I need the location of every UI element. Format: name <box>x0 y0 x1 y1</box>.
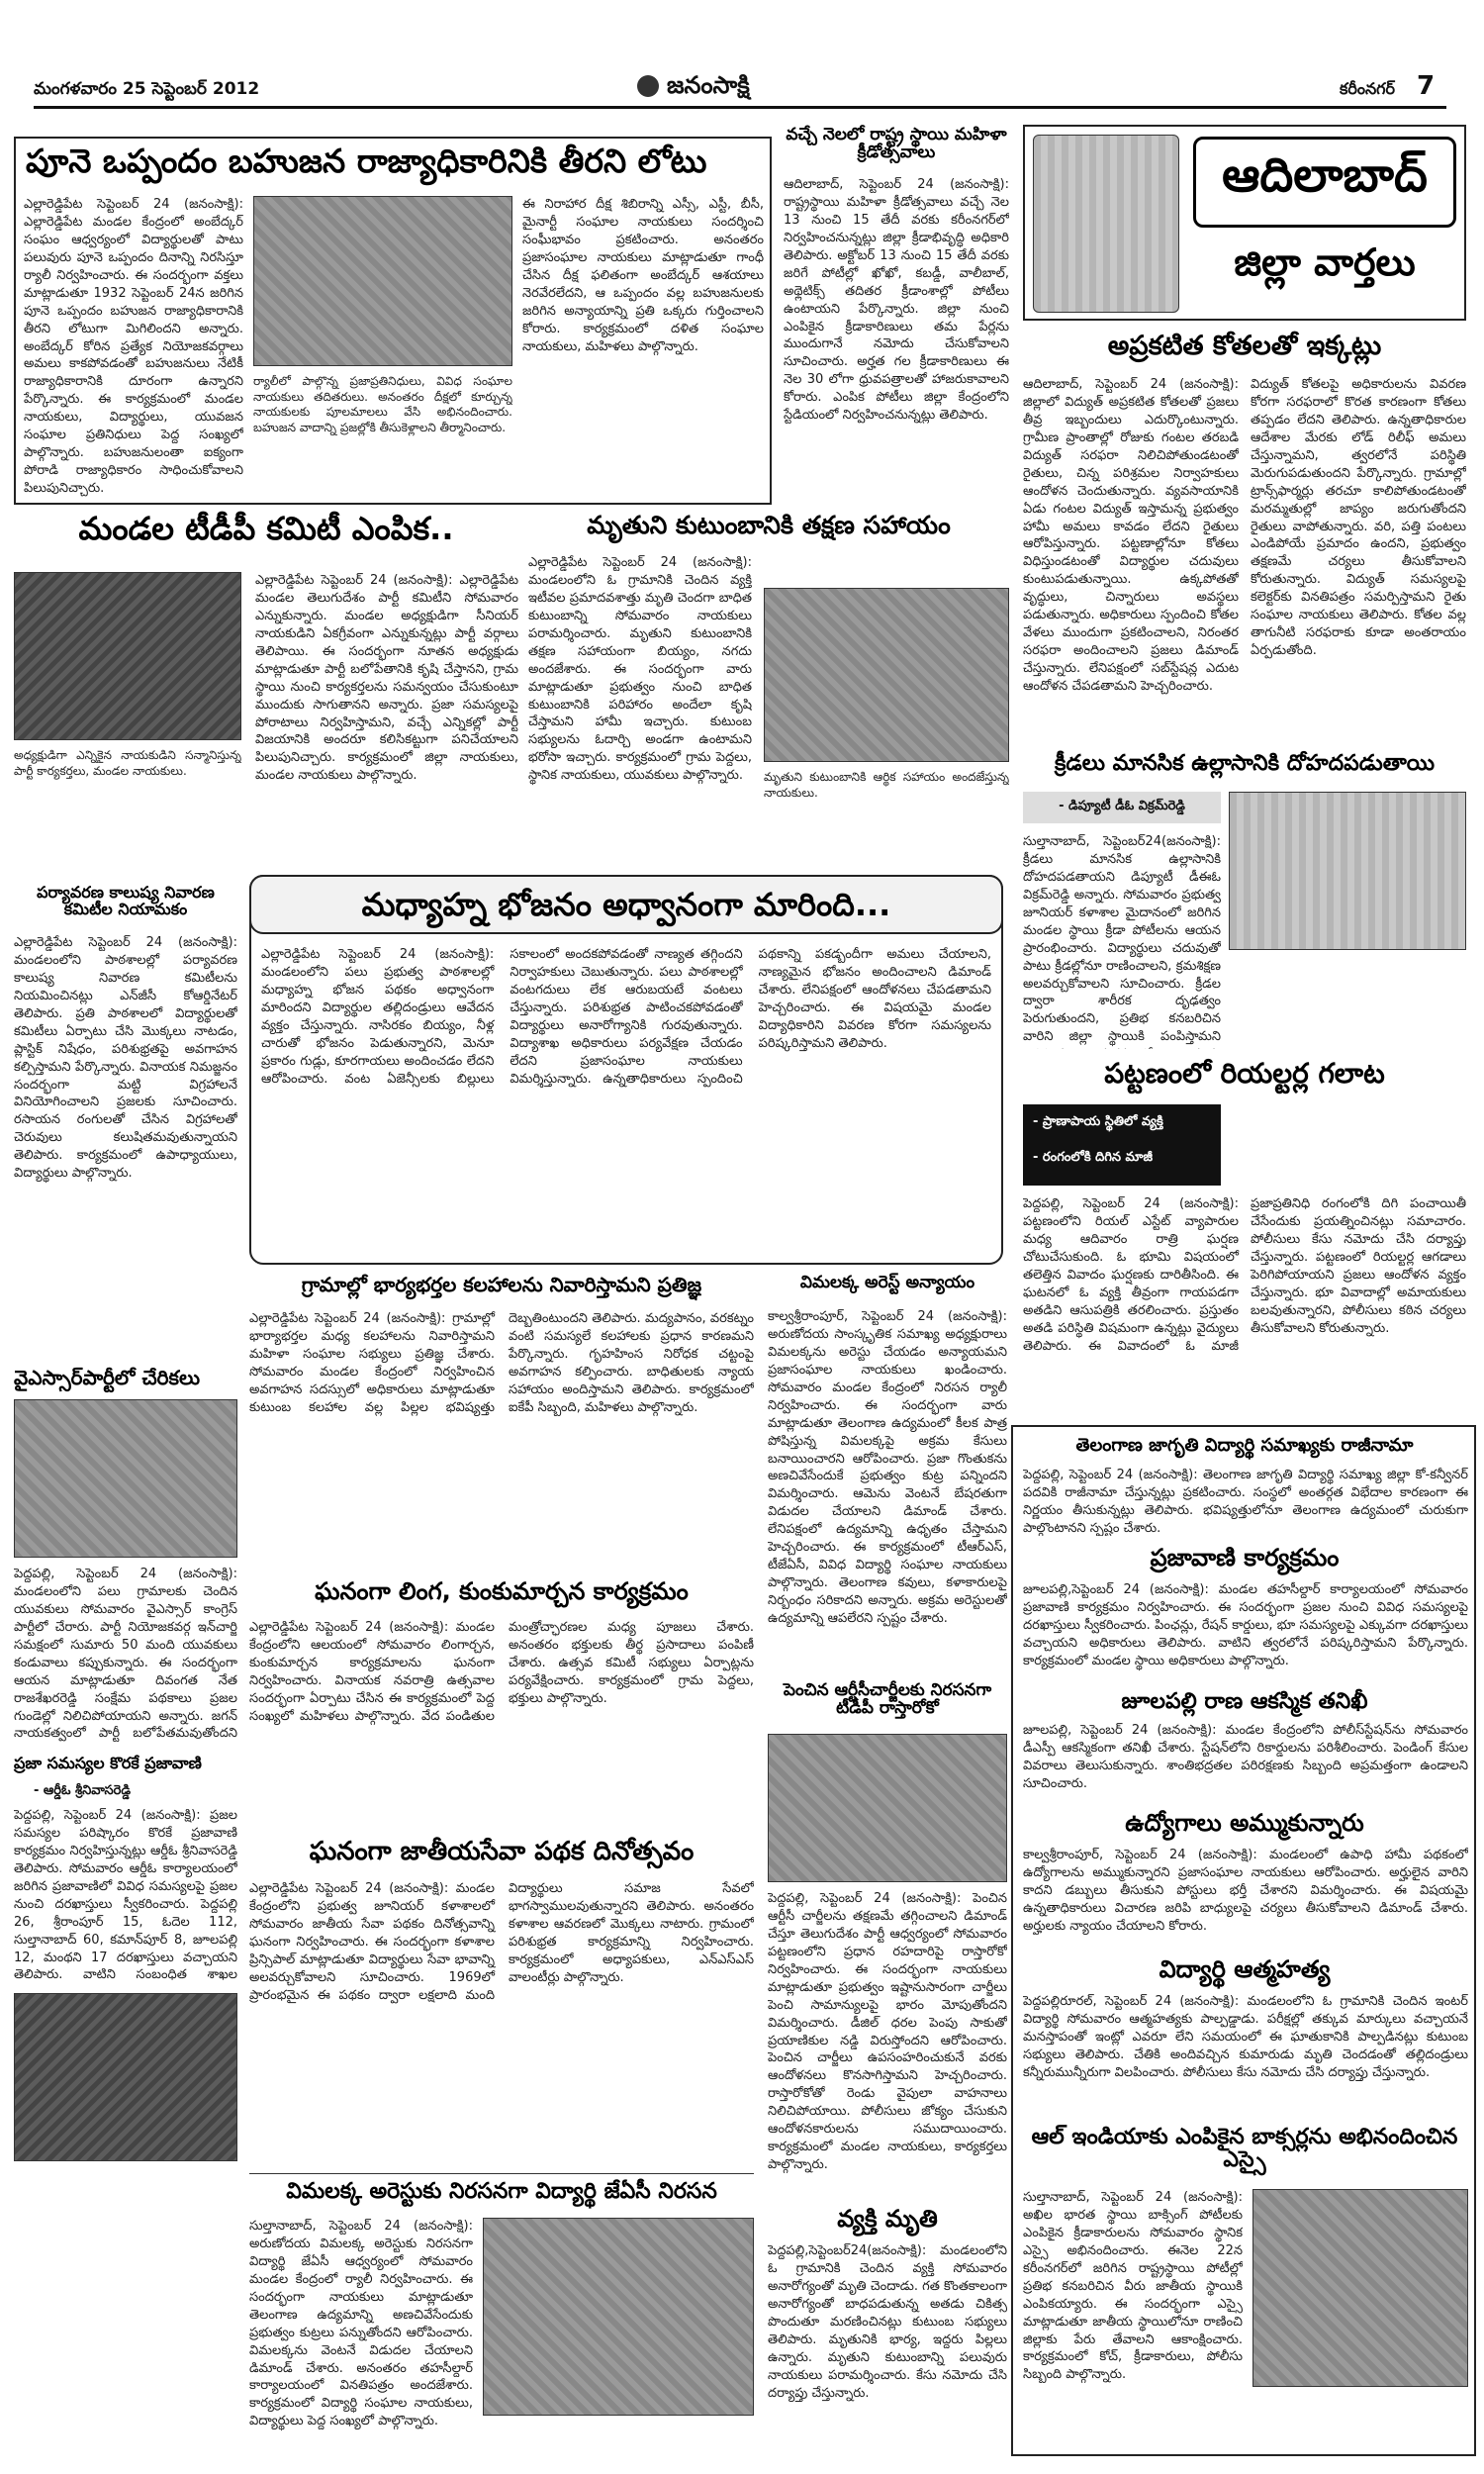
rtc-protest-photo <box>768 1734 1007 1882</box>
linga-kumkuma-body: ఎల్లారెడ్డిపేట సెప్టెంబర్ 24 (జనంసాక్షి): మండల కేంద్రంలోని ఆలయంలో సోమవారం లింగార్చన, కుంకుమార్చన కార్యక్రమాలను ఘనంగా నిర్వహించారు. వినాయక నవరాత్రి ఉత్సవాల సందర్భంగా ఏర్పాటు చేసిన ఈ కార్యక్రమంలో పెద్ద సంఖ్యలో మహిళలు పాల్గొన్నారు. వేద పండితుల మంత్రోచ్ఛారణల మధ్య పూజలు చేశారు. అనంతరం భక్తులకు తీర్థ ప్రసాదాలు పంపిణీ చేశారు. ఉత్సవ కమిటీ సభ్యులు ఏర్పాట్లను పర్యవేక్షించారు. కార్యక్రమంలో గ్రామ పెద్దలు, భక్తులు పాల్గొన్నారు. <box>249 1620 754 1724</box>
people-problems-byline: - ఆర్డీఓ శ్రీనివాసరెడ్డి <box>34 1783 131 1798</box>
rtc-protest-article <box>768 1682 1007 2197</box>
vimalakka-arrest-headline: విమలక్క అరెస్ట్ అన్యాయం <box>799 1273 975 1292</box>
employees-headline: ఉద్యోగాలు అమ్ముకున్నారు <box>1125 1809 1364 1837</box>
family-disputes-headline: గ్రామాల్లో భార్యభర్తల కలహాలను నివారిస్తామని ప్రతిజ్ఞ <box>301 1273 702 1296</box>
unexpected-cuts-headline: అప్రకటిత కోతలతో ఇక్కట్లు <box>1107 331 1382 361</box>
people-problems-body-top: పెద్దపల్లి, సెప్టెంబర్ 24 (జనంసాక్షి): ప్రజల సమస్యల పరిష్కారం కొరకే ప్రజావాణి కార్యక్రమం నిర్వహిస్తున్నట్లు ఆర్డీఓ శ్రీనివాసరెడ్డి తెలిపారు. సోమవారం ఆర్డీఓ కార్యాలయంలో జరిగిన ప్రజావాణిలో వివిధ సమస్యలపై ప్రజల నుంచి దరఖాస్తులు స్వీకరించారు. పెద్దపల్లి 26, శ్రీరాంపూర్ 15, ఓదెల 112, సుల్తానాబాద్ 60, కమాన్‌పూర్ 8, జూలపల్లి 12, మంథని 17 దరఖాస్తులు వచ్చాయని తెలిపారు. వాటిని సంబంధిత శాఖల <box>14 1808 237 1983</box>
deceased-help-headline: మృతుని కుటుంబానికి తక్షణ సహాయం <box>587 511 951 539</box>
jagruthi-headline: తెలంగాణ జాగృతి విద్యార్థి సమాఖ్యకు రాజీనామా <box>1075 1435 1414 1456</box>
ysr-join-photo <box>14 1399 237 1558</box>
realtors-headline: పట్టణంలో రియల్టర్ల గలాట <box>1104 1057 1385 1090</box>
midday-meal-body: ఎల్లారెడ్డిపేట సెప్టెంబర్ 24 (జనంసాక్షి): మండలంలోని పలు ప్రభుత్వ పాఠశాలల్లో మధ్యాహ్న భోజన పథకం అధ్వానంగా మారిందని విద్యార్థుల తల్లిదండ్రులు ఆవేదన వ్యక్తం చేస్తున్నారు. నాసిరకం బియ్యం, నీళ్ల చారుతో భోజనం పెడుతున్నారని, మెనూ ప్రకారం గుడ్లు, కూరగాయలు అందించడం లేదని ఆరోపించారు. వంట ఏజెన్సీలకు బిల్లులు సకాలంలో అందకపోవడంతో నాణ్యత తగ్గిందని నిర్వాహకులు చెబుతున్నారు. పలు పాఠశాలల్లో వంటగదులు లేక ఆరుబయటే వంటలు చేస్తున్నారు. పరిశుభ్రత పాటించకపోవడంతో విద్యార్థులు అనారోగ్యానికి గురవుతున్నారు. విద్యాశాఖ అధికారులు పర్యవేక్షణ చేయడం లేదని ప్రజాసంఘాల నాయకులు విమర్శిస్తున్నారు. ఉన్నతాధికారులు స్పందించి పథకాన్ని పకడ్బందీగా అమలు చేయాలని, నాణ్యమైన భోజనం అందించాలని డిమాండ్ చేశారు. లేనిపక్షంలో ఆందోళనలు చేపడతామని హెచ్చరించారు. ఈ విషయమై మండల విద్యాధికారిని వివరణ కోరగా సమస్యలను పరిష్కరిస్తామని తెలిపారు. <box>261 947 991 1087</box>
people-problems-article <box>14 1756 237 2460</box>
district-banner <box>1023 125 1466 321</box>
tdp-committee-headline: మండల టీడీపీ కమిటీ ఎంపిక.. <box>78 510 454 547</box>
deceased-help-caption: మృతుని కుటుంబానికి ఆర్థిక సహాయం అందజేస్తున్న నాయకులు. <box>764 770 1009 800</box>
tdp-committee-body: ఎల్లారెడ్డిపేట సెప్టెంబర్ 24 (జనంసాక్షి): ఎల్లారెడ్డిపేట మండల తెలుగుదేశం పార్టీ కమిటీని సోమవారం ఎన్నుకున్నారు. మండల అధ్యక్షుడిగా సీనియర్ నాయకుడిని ఏకగ్రీవంగా ఎన్నుకున్నట్లు పార్టీ వర్గాలు తెలిపాయి. ఈ సందర్భంగా నూతన అధ్యక్షుడు మాట్లాడుతూ పార్టీ బలోపేతానికి కృషి చేస్తానని, గ్రామ స్థాయి నుంచి కార్యకర్తలను సమన్వయం చేసుకుంటూ ముందుకు సాగుతానని అన్నారు. ప్రజా సమస్యలపై పోరాటాలు నిర్వహిస్తామని, వచ్చే ఎన్నికల్లో పార్టీ విజయానికి అందరూ కలిసికట్టుగా పనిచేయాలని పిలుపునిచ్చారు. కార్యక్రమంలో జిల్లా నాయకులు, మండల నాయకులు పాల్గొన్నారు. <box>255 573 518 784</box>
sports-state-headline: వచ్చే నెలలో రాష్ట్ర స్థాయి మహిళా క్రీడోత్సవాలు <box>786 125 1007 162</box>
vimalakka-jac-body: సుల్తానాబాద్, సెప్టెంబర్ 24 (జనంసాక్షి): అరుణోదయ విమలక్క అరెస్టుకు నిరసనగా విద్యార్థి జేఏసీ ఆధ్వర్యంలో సోమవారం మండల కేంద్రంలో ర్యాలీ నిర్వహించారు. ఈ సందర్భంగా నాయకులు మాట్లాడుతూ తెలంగాణ ఉద్యమాన్ని అణచివేసేందుకు ప్రభుత్వం కుట్రలు పన్నుతోందని ఆరోపించారు. విమలక్కను వెంటనే విడుదల చేయాలని డిమాండ్ చేశారు. అనంతరం తహసీల్దార్ కార్యాలయంలో వినతిపత్రం అందజేశారు. కార్యక్రమంలో విద్యార్థి సంఘాల నాయకులు, విద్యార్థులు పెద్ద సంఖ్యలో పాల్గొన్నారు. <box>249 2219 473 2429</box>
realtors-tag-2: - రంగంలోకి దిగిన మాజీ <box>1033 1150 1153 1165</box>
vimalakka-arrest-article <box>768 1275 1007 1670</box>
nss-day-article <box>249 1839 754 2165</box>
realtors-body: పెద్దపల్లి, సెప్టెంబర్ 24 (జనంసాక్షి): పట్టణంలోని రియల్ ఎస్టేట్ వ్యాపారుల మధ్య ఆదివారం రాత్రి ఘర్షణ చోటుచేసుకుంది. ఓ భూమి విషయంలో తలెత్తిన వివాదం ఘర్షణకు దారితీసింది. ఈ ఘటనలో ఓ వ్యక్తి తీవ్రంగా గాయపడగా అతడిని ఆసుపత్రికి తరలించారు. ప్రస్తుతం అతడి పరిస్థితి విషమంగా ఉన్నట్లు వైద్యులు తెలిపారు. ఈ వివాదంలో ఓ మాజీ ప్రజాప్రతినిధి రంగంలోకి దిగి పంచాయితీ చేసేందుకు ప్రయత్నించినట్లు సమాచారం. పోలీసులు కేసు నమోదు చేసి దర్యాప్తు చేస్తున్నారు. పట్టణంలో రియల్టర్ల ఆగడాలు పెరిగిపోయాయని ప్రజలు ఆందోళన వ్యక్తం చేస్తున్నారు. భూ వివాదాల్లో అమాయకులు బలవుతున్నారని, పోలీసులు కఠిన చర్యలు తీసుకోవాలని కోరుతున్నారు. <box>1023 1196 1466 1354</box>
employees-body: కాల్వశ్రీరాంపూర్, సెప్టెంబర్ 24 (జనంసాక్షి): మండలంలో ఉపాధి హామీ పథకంలో ఉద్యోగాలను అమ్ముకున్నారని ప్రజాసంఘాల నాయకులు ఆరోపించారు. అర్హులైన వారిని కాదని డబ్బులు తీసుకుని పోస్టులు భర్తీ చేశారని విమర్శించారు. ఈ విషయమై ఉన్నతాధికారులు విచారణ జరిపి బాధ్యులపై చర్యలు తీసుకోవాలని డిమాండ్ చేశారు. అర్హులకు న్యాయం చేయాలని కోరారు. <box>1023 1848 1468 1934</box>
linga-kumkuma-headline: ఘనంగా లింగ, కుంకుమార్చన కార్యక్రమం <box>315 1577 689 1605</box>
pollution-headline: పర్యావరణ కాలుష్య నివారణ కమిటీల నియామకం <box>37 883 215 918</box>
raana-check-headline: జూలపల్లి రాణ ఆకస్మిక తనిఖీ <box>1121 1689 1368 1714</box>
all-india-body: సుల్తానాబాద్, సెప్టెంబర్ 24 (జనంసాక్షి): అఖిల భారత స్థాయి బాక్సింగ్ పోటీలకు ఎంపికైన క్రీడాకారులను సోమవారం స్థానిక ఎస్సై అభినందించారు. ఈనెల 22న కరీంనగర్‌లో జరిగిన రాష్ట్రస్థాయి పోటీల్లో ప్రతిభ కనబరిచిన వీరు జాతీయ స్థాయికి ఎంపికయ్యారు. ఈ సందర్భంగా ఎస్సై మాట్లాడుతూ జాతీయ స్థాయిలోనూ రాణించి జిల్లాకు పేరు తేవాలని ఆకాంక్షించారు. కార్యక్రమంలో కోచ్, క్రీడాకారులు, పోలీసు సిబ్బంది పాల్గొన్నారు. <box>1023 2190 1243 2383</box>
student-suicide-body: పెద్దపల్లిరూరల్, సెప్టెంబర్ 24 (జనంసాక్షి): మండలంలోని ఓ గ్రామానికి చెందిన ఇంటర్ విద్యార్థి సోమవారం ఆత్మహత్యకు పాల్పడ్డాడు. పరీక్షల్లో తక్కువ మార్కులు వచ్చాయనే మనస్తాపంతో ఇంట్లో ఎవరూ లేని సమయంలో ఈ ఘాతుకానికి పాల్పడినట్లు కుటుంబ సభ్యులు తెలిపారు. చేతికి అందివచ్చిన కుమారుడు మృతి చెందడంతో తల్లిదండ్రులు కన్నీరుమున్నీరుగా విలపించారు. పోలీసులు కేసు నమోదు చేసి దర్యాప్తు చేస్తున్నారు. <box>1023 1994 1468 2080</box>
masthead-edition: కరీంనగర్ <box>1340 79 1396 98</box>
jagruthi-body: పెద్దపల్లి, సెప్టెంబర్ 24 (జనంసాక్షి): తెలంగాణ జాగృతి విద్యార్థి సమాఖ్య జిల్లా కో-కన్వీనర్ పదవికి రాజీనామా చేస్తున్నట్లు ప్రకటించారు. సంస్థలో అంతర్గత విభేదాల కారణంగా ఈ నిర్ణయం తీసుకున్నట్లు తెలిపారు. భవిష్యత్తులోనూ తెలంగాణ ఉద్యమంలో చురుకుగా పాల్గొంటానని స్పష్టం చేశారు. <box>1023 1468 1468 1536</box>
deceased-help-article <box>528 513 1009 871</box>
people-problems-photo <box>14 1993 237 2161</box>
poona-headline: పూనె ఒప్పందం బహుజన రాజ్యాధికారినికి తీరని లోటు <box>26 142 707 180</box>
masthead-paper-name: జనంసాక్షి <box>667 71 750 99</box>
person-death-body: పెద్దపల్లి,సెప్టెంబర్24(జనంసాక్షి): మండలంలోని ఓ గ్రామానికి చెందిన వ్యక్తి సోమవారం అనారోగ్యంతో మృతి చెందాడు. గత కొంతకాలంగా అనారోగ్యంతో బాధపడుతున్న అతడు చికిత్స పొందుతూ మరణించినట్లు కుటుంబ సభ్యులు తెలిపారు. మృతునికి భార్య, ఇద్దరు పిల్లలు ఉన్నారు. మృతుని కుటుంబాన్ని పలువురు నాయకులు పరామర్శించారు. కేసు నమోదు చేసి దర్యాప్తు చేస్తున్నారు. <box>768 2243 1007 2401</box>
sports-state-article <box>784 127 1009 503</box>
ysr-join-body: పెద్దపల్లి, సెప్టెంబర్ 24 (జనంసాక్షి): మండలంలోని పలు గ్రామాలకు చెందిన యువకులు సోమవారం వైఎస్సార్ కాంగ్రెస్ పార్టీలో చేరారు. పార్టీ నియోజకవర్గ ఇన్‌చార్జి సమక్షంలో సుమారు 50 మంది యువకులు కండువాలు కప్పుకున్నారు. ఈ సందర్భంగా ఆయన మాట్లాడుతూ దివంగత నేత రాజశేఖరరెడ్డి సంక్షేమ పథకాలు ప్రజల గుండెల్లో నిలిచిపోయాయని అన్నారు. జగన్ నాయకత్వంలో పార్టీ బలోపేతమవుతోందని <box>14 1567 237 1742</box>
vimalakka-jac-article <box>249 2173 754 2460</box>
people-problems-headline: ప్రజా సమస్యల కొరకే ప్రజావాణి <box>14 1754 202 1772</box>
tdp-committee-article <box>14 510 518 871</box>
banner-title: ఆదిలాబాద్ <box>1222 147 1428 203</box>
sports-mental-photo <box>1229 792 1466 950</box>
pollution-body: ఎల్లారెడ్డిపేట సెప్టెంబర్ 24 (జనంసాక్షి): మండలంలోని పాఠశాలల్లో పర్యావరణ కాలుష్య నివారణ కమిటీలను నియమించినట్లు ఎన్‌జీసీ కోఆర్డినేటర్ తెలిపారు. ప్రతి పాఠశాలలో విద్యార్థులతో కమిటీలు ఏర్పాటు చేసి మొక్కలు నాటడం, ప్లాస్టిక్ నిషేధం, పరిశుభ్రతపై అవగాహన కల్పిస్తామని పేర్కొన్నారు. వినాయక నిమజ్జనం సందర్భంగా మట్టి విగ్రహాలనే వినియోగించాలని ప్రజలకు సూచించారు. రసాయన రంగులతో చేసిన విగ్రహాలతో చెరువులు కలుషితమవుతున్నాయని తెలిపారు. కార్యక్రమంలో ఉపాధ్యాయులు, విద్యార్థులు పాల్గొన్నారు. <box>14 935 237 1182</box>
person-death-article <box>768 2207 1007 2460</box>
realtors-article <box>1023 1059 1466 1415</box>
sports-mental-byline: - డిప్యూటీ డీఓ విక్రమ్‌రెడ్డి <box>1059 799 1185 813</box>
tdp-committee-caption: అధ్యక్షుడిగా ఎన్నికైన నాయకుడిని సన్మానిస్తున్న పార్టీ కార్యకర్తలు, మండల నాయకులు. <box>14 748 241 778</box>
poona-caption: ర్యాలీలో పాల్గొన్న ప్రజాప్రతినిధులు, వివిధ సంఘాల నాయకులు తదితరులు. అనంతరం దీక్షలో కూర్చున్న నాయకులకు పూలమాలలు వేసి అభినందించారు. బహుజన వాదాన్ని ప్రజల్లోకి తీసుకెళ్లాలని తీర్మానించారు. <box>253 374 512 434</box>
ysr-join-headline: వైఎస్సార్‌పార్టీలో చేరికలు <box>14 1366 201 1389</box>
ysr-join-article <box>14 1368 237 1744</box>
all-india-headline: ఆల్ ఇండియాకు ఎంపికైన బాక్సర్లను అభినందించిన ఎస్సై <box>1031 2125 1458 2173</box>
banner-subtitle: జిల్లా వార్తలు <box>1234 240 1416 284</box>
raana-check-body: జూలపల్లి, సెప్టెంబర్ 24 (జనంసాక్షి): మండల కేంద్రంలోని పోలీస్‌స్టేషన్‌ను సోమవారం డీఎస్పీ ఆకస్మికంగా తనిఖీ చేశారు. స్టేషన్‌లోని రికార్డులను పరిశీలించారు. పెండింగ్ కేసుల వివరాలు తెలుసుకున్నారు. శాంతిభద్రతల పరిరక్షణకు సిబ్బంది అప్రమత్తంగా ఉండాలని సూచించారు. <box>1023 1723 1468 1791</box>
page-number: 7 <box>1417 71 1436 101</box>
unexpected-cuts-body-2: విద్యుత్ కోతలపై అధికారులను వివరణ కోరగా సరఫరాలో కొరత కారణంగా కోతలు తప్పడం లేదని తెలిపారు. ఉన్నతాధికారుల ఆదేశాల మేరకు లోడ్ రిలీఫ్ అమలు చేస్తున్నామని, త్వరలోనే పరిస్థితి మెరుగుపడుతుందని పేర్కొన్నారు. గ్రామాల్లో ట్రాన్స్‌ఫార్మర్లు తరచూ కాలిపోతుండటంతో మరమ్మతుల్లో జాప్యం జరుగుతోందని రైతులు వాపోతున్నారు. వరి, పత్తి పంటలు ఎండిపోయే ప్రమాదం ఉందని, ప్రభుత్వం తక్షణమే చర్యలు తీసుకోవాలని కోరుతున్నారు. విద్యుత్ సమస్యలపై కలెక్టర్‌కు వినతిపత్రం సమర్పిస్తామని రైతు సంఘాల నాయకులు తెలిపారు. కోతల వల్ల తాగునీటి సరఫరాకు కూడా అంతరాయం ఏర్పడుతోంది. <box>1251 377 1466 659</box>
tdp-committee-photo <box>14 572 241 740</box>
banner-portrait <box>1033 135 1179 313</box>
person-death-headline: వ్యక్తి మృతి <box>837 2205 938 2233</box>
sports-mental-body: సుల్తానాబాద్, సెప్టెంబర్24(జనంసాక్షి): క్రీడలు మానసిక ఉల్లాసానికి దోహదపడతాయని డిప్యూటీ డీఈఓ విక్రమ్‌రెడ్డి అన్నారు. సోమవారం ప్రభుత్వ జూనియర్ కళాశాల మైదానంలో జరిగిన మండల స్థాయి క్రీడా పోటీలను ఆయన ప్రారంభించారు. విద్యార్థులు చదువుతో పాటు క్రీడల్లోనూ రాణించాలని, క్రమశిక్షణ అలవర్చుకోవాలని సూచించారు. క్రీడల ద్వారా శారీరక దృఢత్వం పెరుగుతుందని, ప్రతిభ కనబరిచిన వారిని జిల్లా స్థాయికి పంపిస్తామని <box>1023 834 1221 1045</box>
poona-article <box>14 137 772 505</box>
family-disputes-article <box>249 1275 754 1568</box>
poona-body: ఎల్లారెడ్డిపేట సెప్టెంబర్ 24 (జనంసాక్షి): ఎల్లారెడ్డిపేట మండల కేంద్రంలో అంబేద్కర్ సంఘం ఆధ్వర్యంలో విద్యార్థులతో పాటు పలువురు పూనె ఒప్పందం దినాన్ని నిరసిస్తూ ర్యాలీ నిర్వహించారు. ఈ సందర్భంగా వక్తలు మాట్లాడుతూ 1932 సెప్టెంబర్ 24న జరిగిన పూనె ఒప్పందం బహుజన రాజ్యాధికారానికి తీరని లోటుగా మిగిలిందని అన్నారు. అంబేద్కర్ కోరిన ప్రత్యేక నియోజకవర్గాలు అమలు కాకపోవడంతో బహుజనులు నేటికీ రాజ్యాధికారానికి దూరంగా ఉన్నారని పేర్కొన్నారు. ఈ కార్యక్రమంలో మండల నాయకులు, విద్యార్థులు, యువజన సంఘాల ప్రతినిధులు పెద్ద సంఖ్యలో పాల్గొన్నారు. బహుజనులంతా ఐక్యంగా పోరాడి రాజ్యాధికారం సాధించుకోవాలని పిలుపునిచ్చారు. <box>24 197 243 496</box>
midday-meal-headline: మధ్యాహ్న భోజనం అధ్వానంగా మారింది... <box>361 886 891 923</box>
prajavani-headline: ప్రజావాణి కార్యక్రమం <box>1150 1544 1340 1571</box>
family-disputes-body: ఎల్లారెడ్డిపేట సెప్టెంబర్ 24 (జనంసాక్షి): గ్రామాల్లో భార్యాభర్తల మధ్య కలహాలను నివారిస్తామని మహిళా సంఘాల సభ్యులు ప్రతిజ్ఞ చేశారు. సోమవారం మండల కేంద్రంలో నిర్వహించిన అవగాహన సదస్సులో అధికారులు మాట్లాడుతూ కుటుంబ కలహాల వల్ల పిల్లల భవిష్యత్తు దెబ్బతింటుందని తెలిపారు. మద్యపానం, వరకట్నం వంటి సమస్యలే కలహాలకు ప్రధాన కారణమని పేర్కొన్నారు. గృహహింస నిరోధక చట్టంపై అవగాహన కల్పించారు. బాధితులకు న్యాయ సహాయం అందిస్తామని తెలిపారు. కార్యక్రమంలో ఐకేపీ సిబ్బంది, మహిళలు పాల్గొన్నారు. <box>249 1311 754 1415</box>
unexpected-cuts-article <box>1023 333 1466 744</box>
masthead <box>34 69 1446 109</box>
sports-mental-article <box>1023 752 1466 1049</box>
poona-body-2: ఈ నిరాహార దీక్ష శిబిరాన్ని ఎస్సీ, ఎస్టీ, బీసీ, మైనార్టీ సంఘాల నాయకులు సందర్శించి సంఘీభావం ప్రకటించారు. అనంతరం ప్రజాసంఘాల నాయకులు మాట్లాడుతూ గాంధీ చేసిన దీక్ష ఫలితంగా అంబేద్కర్ ఆశయాలు నెరవేరలేదని, ఆ ఒప్పందం వల్ల బహుజనులకు జరిగిన అన్యాయాన్ని ప్రతి ఒక్కరు గుర్తించాలని కోరారు. కార్యక్రమంలో దళిత సంఘాల నాయకులు, మహిళలు పాల్గొన్నారు. <box>522 197 764 354</box>
unexpected-cuts-body: ఆదిలాబాద్, సెప్టెంబర్ 24 (జనంసాక్షి): జిల్లాలో విద్యుత్ అప్రకటిత కోతలతో ప్రజలు తీవ్ర ఇబ్బందులు ఎదుర్కొంటున్నారు. గ్రామీణ ప్రాంతాల్లో రోజుకు గంటల తరబడి విద్యుత్ సరఫరా నిలిచిపోతుండటంతో రైతులు, చిన్న పరిశ్రమల నిర్వాహకులు ఆందోళన చెందుతున్నారు. వ్యవసాయానికి ఏడు గంటల విద్యుత్ ఇస్తామన్న ప్రభుత్వం హామీ అమలు కావడం లేదని రైతులు ఆరోపిస్తున్నారు. పట్టణాల్లోనూ కోతలు విధిస్తుండటంతో విద్యార్థుల చదువులు కుంటుపడుతున్నాయి. ఉక్కపోతతో వృద్ధులు, చిన్నారులు అవస్థలు పడుతున్నారు. అధికారులు స్పందించి కోతల వేళలు ముందుగా ప్రకటించాలని, నిరంతర సరఫరా అందించాలని ప్రజలు డిమాండ్ చేస్తున్నారు. లేనిపక్షంలో సబ్‌స్టేషన్ల ఎదుట ఆందోళన చేపడతామని హెచ్చరించారు. <box>1023 377 1239 694</box>
nss-day-headline: ఘనంగా జాతీయసేవా పథక దినోత్సవం <box>309 1837 695 1866</box>
linga-kumkuma-article <box>249 1579 754 1827</box>
nss-day-body: ఎల్లారెడ్డిపేట సెప్టెంబర్ 24 (జనంసాక్షి): మండల కేంద్రంలోని ప్రభుత్వ జూనియర్ కళాశాలలో సోమవారం జాతీయ సేవా పథకం దినోత్సవాన్ని ఘనంగా నిర్వహించారు. ఈ సందర్భంగా కళాశాల ప్రిన్సిపాల్ మాట్లాడుతూ విద్యార్థులు సేవా భావాన్ని అలవర్చుకోవాలని సూచించారు. 1969లో ప్రారంభమైన ఈ పథకం ద్వారా లక్షలాది మంది విద్యార్థులు సమాజ సేవలో భాగస్వాములవుతున్నారని తెలిపారు. అనంతరం కళాశాల ఆవరణలో మొక్కలు నాటారు. గ్రామంలో పరిశుభ్రత కార్యక్రమాన్ని నిర్వహించారు. కార్యక్రమంలో అధ్యాపకులు, ఎన్ఎస్ఎస్ వాలంటీర్లు పాల్గొన్నారు. <box>249 1881 754 2003</box>
pollution-article <box>14 885 237 1356</box>
vimalakka-arrest-body: కాల్వశ్రీరాంపూర్, సెప్టెంబర్ 24 (జనంసాక్షి): అరుణోదయ సాంస్కృతిక సమాఖ్య అధ్యక్షురాలు విమలక్కను అరెస్టు చేయడం అన్యాయమని ప్రజాసంఘాల నాయకులు ఖండించారు. సోమవారం మండల కేంద్రంలో నిరసన ర్యాలీ నిర్వహించారు. ఈ సందర్భంగా వారు మాట్లాడుతూ తెలంగాణ ఉద్యమంలో కీలక పాత్ర పోషిస్తున్న విమలక్కపై అక్రమ కేసులు బనాయించారని ఆరోపించారు. ప్రజా గొంతుకను అణచివేసేందుకే ప్రభుత్వం కుట్ర పన్నిందని విమర్శించారు. ఆమెను వెంటనే బేషరతుగా విడుదల చేయాలని డిమాండ్ చేశారు. లేనిపక్షంలో ఉద్యమాన్ని ఉధృతం చేస్తామని హెచ్చరించారు. ఈ కార్యక్రమంలో టీఆర్ఎస్, టీజేఏసీ, వివిధ విద్యార్థి సంఘాల నాయకులు పాల్గొన్నారు. తెలంగాణ కవులు, కళాకారులపై నిర్బంధం సరికాదని అన్నారు. అక్రమ అరెస్టులతో ఉద్యమాన్ని ఆపలేరని స్పష్టం చేశారు. <box>768 1309 1007 1626</box>
realtors-tag-1: - ప్రాణాపాయ స్థితిలో వ్యక్తి <box>1033 1114 1163 1129</box>
student-suicide-headline: విద్యార్థి ఆత్మహత్య <box>1159 1955 1331 1983</box>
deceased-help-photo <box>764 588 1009 762</box>
midday-meal-article <box>249 875 1003 1265</box>
deceased-help-body: ఎల్లారెడ్డిపేట సెప్టెంబర్ 24 (జనంసాక్షి): మండలంలోని ఓ గ్రామానికి చెందిన వ్యక్తి ఇటీవల ప్రమాదవశాత్తు మృతి చెందగా బాధిత కుటుంబాన్ని సోమవారం నాయకులు పరామర్శించారు. మృతుని కుటుంబానికి తక్షణ సహాయంగా బియ్యం, నగదు అందజేశారు. ఈ సందర్భంగా వారు మాట్లాడుతూ ప్రభుత్వం నుంచి బాధిత కుటుంబానికి పరిహారం అందేలా కృషి చేస్తామని హామీ ఇచ్చారు. కుటుంబ సభ్యులను ఓదార్చి అండగా ఉంటామని భరోసా ఇచ్చారు. కార్యక్రమంలో గ్రామ పెద్దలు, స్థానిక నాయకులు, యువకులు పాల్గొన్నారు. <box>528 555 752 784</box>
right-column-box <box>1011 1425 1476 2456</box>
sports-mental-headline: క్రీడలు మానసిక ఉల్లాసానికి దోహదపడుతాయి <box>1054 751 1436 776</box>
sports-state-body: ఆదిలాబాద్, సెప్టెంబర్ 24 (జనంసాక్షి): రాష్ట్రస్థాయి మహిళా క్రీడోత్సవాలు వచ్చే నెల 13 నుంచి 15 తేదీ వరకు కరీంనగర్‌లో నిర్వహించనున్నట్లు జిల్లా క్రీడాభివృద్ధి అధికారి తెలిపారు. అక్టోబర్ 13 నుంచి 15 తేదీ వరకు జరిగే పోటీల్లో ఖోఖో, కబడ్డీ, వాలీబాల్, అథ్లెటిక్స్ తదితర క్రీడాంశాల్లో పోటీలు ఉంటాయని పేర్కొన్నారు. జిల్లా నుంచి ఎంపికైన క్రీడాకారిణులు తమ పేర్లను ముందుగానే నమోదు చేసుకోవాలని సూచించారు. అర్హత గల క్రీడాకారిణులు ఈ నెల 30 లోగా ధ్రువపత్రాలతో హాజరుకావాలని కోరారు. ఎంపిక పోటీలు జిల్లా కేంద్రంలోని స్టేడియంలో నిర్వహించనున్నట్లు తెలిపారు. <box>784 177 1009 424</box>
masthead-logo-icon <box>637 75 659 97</box>
vimalakka-jac-headline: విమలక్క అరెస్టుకు నిరసనగా విద్యార్థి జేఏసీ నిరసన <box>286 2179 717 2204</box>
prajavani-body: జూలపల్లి,సెప్టెంబర్ 24 (జనంసాక్షి): మండల తహసీల్దార్ కార్యాలయంలో సోమవారం ప్రజావాణి కార్యక్రమం నిర్వహించారు. ఈ సందర్భంగా ప్రజల నుంచి వివిధ సమస్యలపై దరఖాస్తులు స్వీకరించారు. పింఛన్లు, రేషన్ కార్డులు, భూ సమస్యలపై ఎక్కువగా దరఖాస్తులు వచ్చాయని అధికారులు తెలిపారు. వాటిని త్వరలోనే పరిష్కరిస్తామని పేర్కొన్నారు. కార్యక్రమంలో మండల స్థాయి అధికారులు పాల్గొన్నారు. <box>1023 1582 1468 1668</box>
vimalakka-jac-photo <box>483 2218 754 2416</box>
rtc-protest-headline: పెంచిన ఆర్టీసీచార్జీలకు నిరసనగా టీడీపీ రాస్తారోకో <box>783 1680 992 1718</box>
rtc-protest-body: పెద్దపల్లి, సెప్టెంబర్ 24 (జనంసాక్షి): పెంచిన ఆర్టీసీ చార్జీలను తక్షణమే తగ్గించాలని డిమాండ్ చేస్తూ తెలుగుదేశం పార్టీ ఆధ్వర్యంలో సోమవారం పట్టణంలోని ప్రధాన రహదారిపై రాస్తారోకో నిర్వహించారు. ఈ సందర్భంగా నాయకులు మాట్లాడుతూ ప్రభుత్వం ఇష్టానుసారంగా చార్జీలు పెంచి సామాన్యులపై భారం మోపుతోందని విమర్శించారు. డీజిల్ ధరల పెంపు సాకుతో ప్రయాణికుల నడ్డి విరుస్తోందని ఆరోపించారు. పెంచిన చార్జీలు ఉపసంహరించుకునే వరకు ఆందోళనలు కొనసాగిస్తామని హెచ్చరించారు. రాస్తారోకోతో రెండు వైపులా వాహనాలు నిలిచిపోయాయి. పోలీసులు జోక్యం చేసుకుని ఆందోళనకారులను సముదాయించారు. కార్యక్రమంలో మండల నాయకులు, కార్యకర్తలు పాల్గొన్నారు. <box>768 1891 1007 2173</box>
poona-photo <box>253 196 512 366</box>
masthead-date: మంగళవారం 25 సెప్టెంబర్ 2012 <box>34 79 260 99</box>
all-india-photo <box>1252 2189 1468 2387</box>
